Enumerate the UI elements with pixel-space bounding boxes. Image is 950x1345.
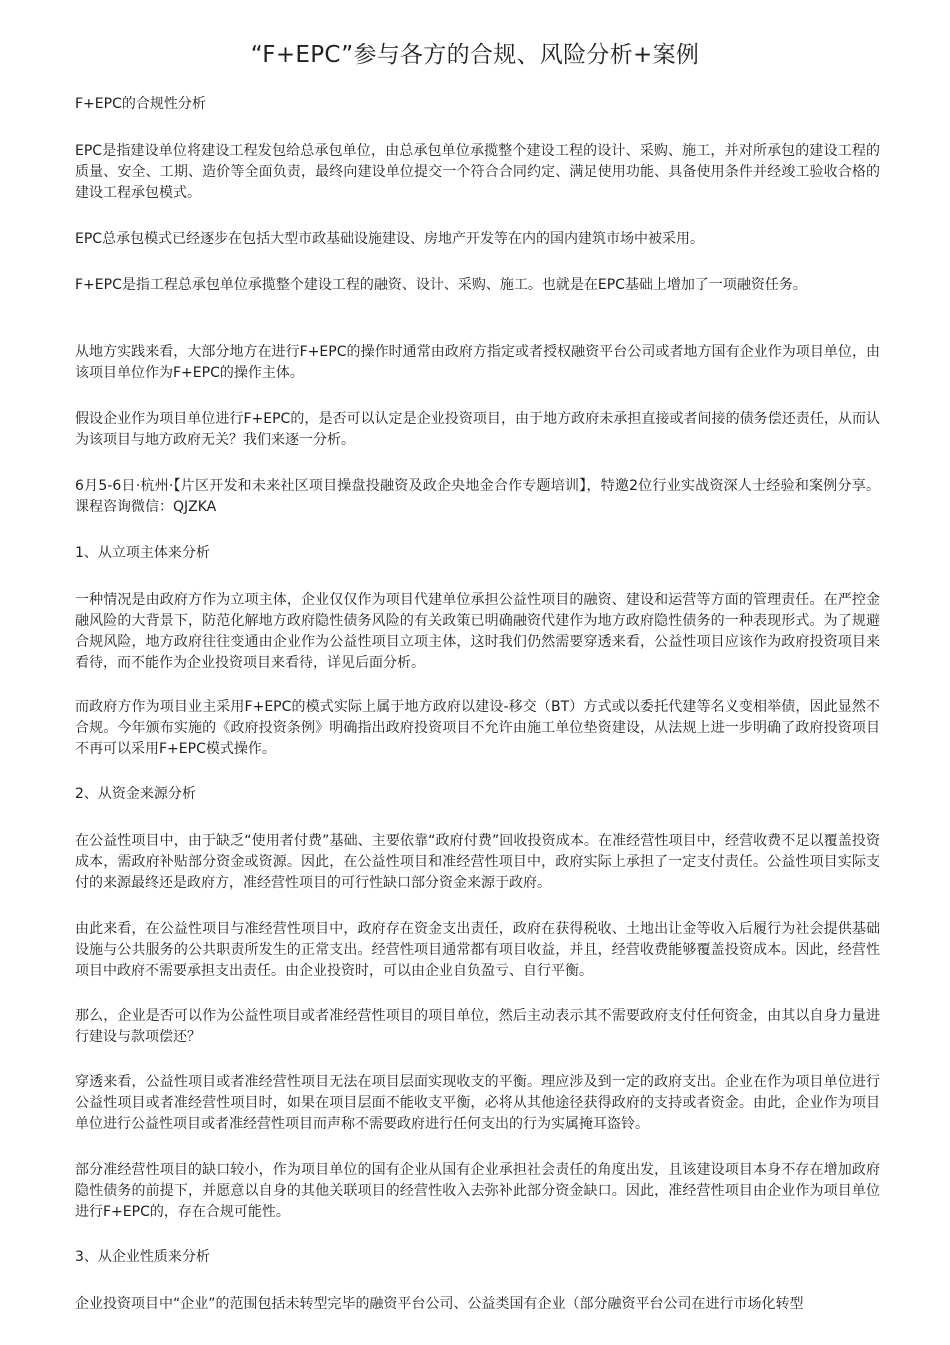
heading-1: 1、从立项主体来分析 (75, 545, 210, 561)
heading-3: 3、从企业性质来分析 (75, 1249, 210, 1265)
paragraph-12: 穿透来看，公益性项目或者准经营性项目无法在项目层面实现收支的平衡。理应涉及到一定的政府支出。企业在作为项目单位进行公益性项目或者准经营性项目时，如果在项目层面不能收支平衡，必将从其他途径获得政府的支持或者资金。由此，企业作为项目单位进行公益性项目或者准经营性项目而声称不需要政府进行任何支出的行为实属掩耳盗铃。 (75, 1074, 880, 1132)
paragraph-1: EPC是指建设单位将建设工程发包给总承包单位，由总承包单位承揽整个建设工程的设计、采购、施工，并对所承包的建设工程的质量、安全、工期、造价等全面负责，最终向建设单位提交一个符合合同约定、满足使用功能、具备使用条件并经竣工验收合格的建设工程承包模式。 (75, 143, 880, 201)
paragraph-10: 由此来看，在公益性项目与准经营性项目中，政府存在资金支出责任，政府在获得税收、土地出让金等收入后履行为社会提供基础设施与公共服务的公共职责所发生的正常支出。经营性项目通常都有项目收益，并且，经营收费能够覆盖投资成本。因此，经营性项目中政府不需要承担支出责任。由企业投资时，可以由企业自负盈亏、自行平衡。 (75, 921, 880, 979)
paragraph-9: 在公益性项目中，由于缺乏“使用者付费”基础、主要依靠“政府付费”回收投资成本。在准经营性项目中，经营收费不足以覆盖投资成本，需政府补贴部分资金或资源。因此，在公益性项目和准经营性项目中，政府实际上承担了一定支付责任。公益性项目实际支付的来源最终还是政府方，准经营性项目的可行性缺口部分资金来源于政府。 (75, 833, 880, 891)
paragraph-2: EPC总承包模式已经逐步在包括大型市政基础设施建设、房地产开发等在内的国内建筑市场中被采用。 (75, 231, 705, 247)
heading-2: 2、从资金来源分析 (75, 786, 196, 802)
paragraph-13: 部分准经营性项目的缺口较小，作为项目单位的国有企业从国有企业承担社会责任的角度出发，且该建设项目本身不存在增加政府隐性债务的前提下，并愿意以自身的其他关联项目的经营性收入去弥补此部分资金缺口。因此，准经营性项目由企业作为项目单位进行F+EPC的，存在合规可能性。 (75, 1162, 880, 1220)
section-heading: F+EPC的合规性分析 (75, 96, 206, 112)
paragraph-8: 而政府方作为项目业主采用F+EPC的模式实际上属于地方政府以建设-移交（BT）方式或以委托代建等名义变相举债，因此显然不合规。今年颁布实施的《政府投资条例》明确指出政府投资项目不允许由施工单位垫资建设，从法规上进一步明确了政府投资项目不再可以采用F+EPC模式操作。 (75, 699, 880, 757)
paragraph-4: 从地方实践来看，大部分地方在进行F+EPC的操作时通常由政府方指定或者授权融资平台公司或者地方国有企业作为项目单位，由该项目单位作为F+EPC的操作主体。 (75, 344, 880, 381)
paragraph-3: F+EPC是指工程总承包单位承揽整个建设工程的融资、设计、采购、施工。也就是在EPC基础上增加了一项融资任务。 (75, 277, 807, 293)
paragraph-11: 那么，企业是否可以作为公益性项目或者准经营性项目的项目单位，然后主动表示其不需要政府支付任何资金，由其以自身力量进行建设与款项偿还？ (75, 1008, 880, 1045)
paragraph-training-notice: 6月5-6日·杭州·【片区开发和未来社区项目操盘投融资及政企央地金合作专题培训】，特邀2位行业实战资深人士经验和案例分享。课程咨询微信：QJZKA (75, 478, 880, 515)
document-title: “F+EPC”参与各方的合规、风险分析+案例 (250, 42, 700, 68)
paragraph-5: 假设企业作为项目单位进行F+EPC的，是否可以认定是企业投资项目，由于地方政府未承担直接或者间接的债务偿还责任，从而认为该项目与地方政府无关？我们来逐一分析。 (75, 411, 880, 448)
paragraph-7: 一种情况是由政府方作为立项主体，企业仅仅作为项目代建单位承担公益性项目的融资、建设和运营等方面的管理责任。在严控金融风险的大背景下，防范化解地方政府隐性债务风险的有关政策已明确融资代建作为地方政府隐性债务的一种表现形式。为了规避合规风险，地方政府往往变通由企业作为公益性项目立项主体，这时我们仍然需要穿透来看，公益性项目应该作为政府投资项目来看待，而不能作为企业投资项目来看待，详见后面分析。 (75, 592, 880, 671)
paragraph-14: 企业投资项目中“企业”的范围包括未转型完毕的融资平台公司、公益类国有企业（部分融资平台公司在进行市场化转型 (75, 1296, 804, 1312)
